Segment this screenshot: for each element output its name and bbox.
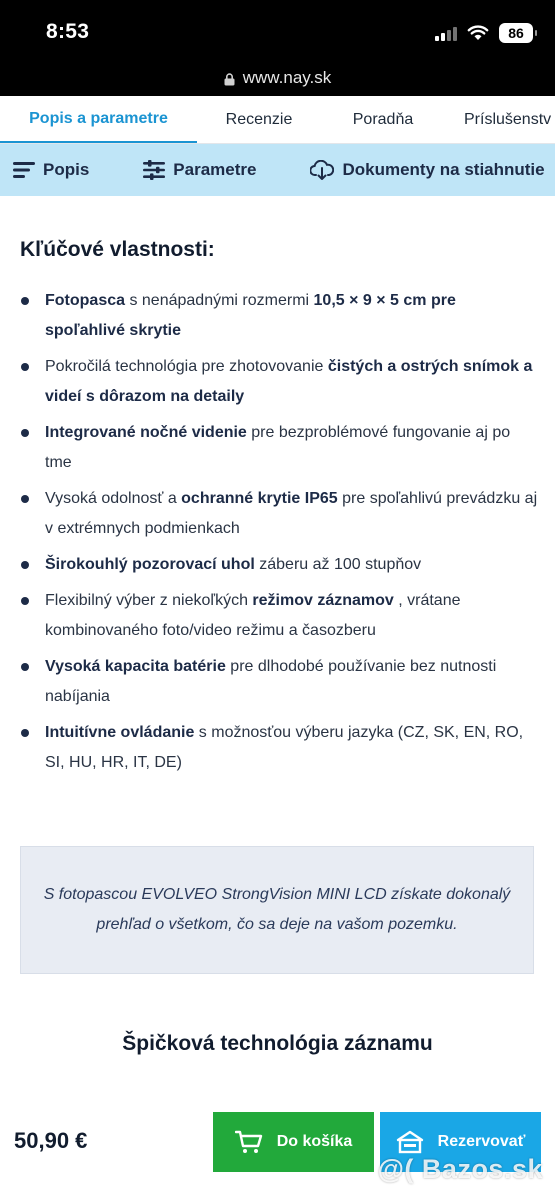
reserve-label: Rezervovať	[437, 1133, 526, 1150]
tab-poradna[interactable]: Poradňa	[352, 111, 414, 128]
lines-icon	[13, 161, 35, 179]
feature-item	[20, 484, 540, 544]
feature-highlight: ochranné krytie IP65	[181, 490, 338, 507]
tab-popis-a-parametre[interactable]: Popis a parametre	[0, 96, 197, 144]
bullet-icon	[21, 663, 29, 671]
bullet-icon	[21, 363, 29, 371]
subtab-dokumenty-label: Dokumenty na stiahnutie	[342, 160, 545, 179]
address-bar[interactable]	[0, 68, 555, 88]
feature-text: Vysoká odolnosť a	[45, 490, 182, 507]
feature-item	[20, 550, 540, 580]
cart-icon	[235, 1130, 263, 1154]
highlight-quote-text: S fotopascou EVOLVEO StrongVision MINI LCD získate dokonalý prehľad o všetkom, čo sa deje na vašom pozemku.	[43, 886, 511, 933]
battery-icon: 86	[499, 23, 533, 43]
section-subtabs	[0, 144, 555, 196]
feature-highlight: Fotopasca	[45, 292, 126, 309]
feature-highlight: 10,5 × 9 × 5 cm pre spoľahlivé skrytie	[45, 292, 456, 339]
wifi-icon	[467, 25, 489, 41]
purchase-bar	[0, 1100, 555, 1200]
feature-text: pre spoľahlivú prevádzku aj v extrémnych podmienkach	[45, 490, 538, 537]
feature-text: s nenápadnými rozmermi	[125, 292, 314, 309]
bullet-icon	[21, 597, 29, 605]
bazos-watermark: @( Bazos.sk	[377, 1154, 543, 1184]
key-features-list	[20, 286, 540, 784]
feature-highlight: režimov záznamov	[252, 592, 394, 609]
feature-item	[20, 418, 540, 478]
bullet-icon	[21, 495, 29, 503]
feature-item	[20, 718, 540, 778]
status-icons	[435, 22, 533, 44]
add-to-cart-label: Do košíka	[276, 1133, 353, 1150]
subtab-popis-label: Popis	[43, 160, 90, 179]
cellular-signal-icon	[435, 25, 457, 41]
feature-item	[20, 286, 540, 346]
subtab-parametre[interactable]	[143, 160, 256, 180]
cloud-download-icon	[310, 160, 334, 180]
sliders-icon	[143, 160, 165, 180]
bullet-icon	[21, 297, 29, 305]
feature-text: pre bezproblémové fungovanie aj po tme	[45, 424, 511, 471]
url-text: www.nay.sk	[242, 68, 332, 87]
feature-highlight: Širokouhlý pozorovací uhol	[45, 556, 255, 573]
feature-highlight: Vysoká kapacita batérie	[45, 658, 226, 675]
tab-prislusenstvo[interactable]: Príslušenstv	[464, 111, 552, 128]
status-bar	[0, 0, 555, 96]
add-to-cart-button[interactable]	[213, 1112, 374, 1172]
feature-text: Flexibilný výber z niekoľkých	[45, 592, 253, 609]
feature-highlight: Intuitívne ovládanie	[45, 724, 195, 741]
bullet-icon	[21, 729, 29, 737]
feature-item	[20, 586, 540, 646]
feature-text: , vrátane kombinovaného foto/video režimu a časozberu	[45, 592, 461, 639]
subtab-popis[interactable]	[13, 160, 89, 180]
feature-highlight: čistých a ostrých snímok a videí s dôrazom na detaily	[45, 358, 533, 405]
feature-text: Pokročilá technológia pre zhotovovanie	[45, 358, 328, 375]
subtab-parametre-label: Parametre	[173, 160, 257, 179]
feature-highlight: Integrované nočné videnie	[45, 424, 247, 441]
feature-text: pre dlhodobé používanie bez nutnosti nabíjania	[45, 658, 497, 705]
lock-icon	[224, 73, 235, 86]
key-features-heading: Kľúčové vlastnosti:	[20, 238, 215, 261]
feature-text: s možnosťou výberu jazyka (CZ, SK, EN, RO, SI, HU, HR, IT, DE)	[45, 724, 524, 771]
feature-text: záberu až 100 stupňov	[254, 556, 422, 573]
bullet-icon	[21, 561, 29, 569]
feature-item	[20, 352, 540, 412]
feature-item	[20, 652, 540, 712]
bullet-icon	[21, 429, 29, 437]
subtab-dokumenty[interactable]	[310, 160, 544, 180]
highlight-quote	[20, 846, 534, 974]
section-title: Špičková technológia záznamu	[122, 1032, 433, 1055]
tab-recenzie[interactable]: Recenzie	[225, 111, 293, 128]
store-icon	[396, 1130, 424, 1154]
price: 50,90 €	[14, 1128, 88, 1153]
status-time: 8:53	[46, 20, 90, 43]
product-tabs	[0, 96, 555, 144]
